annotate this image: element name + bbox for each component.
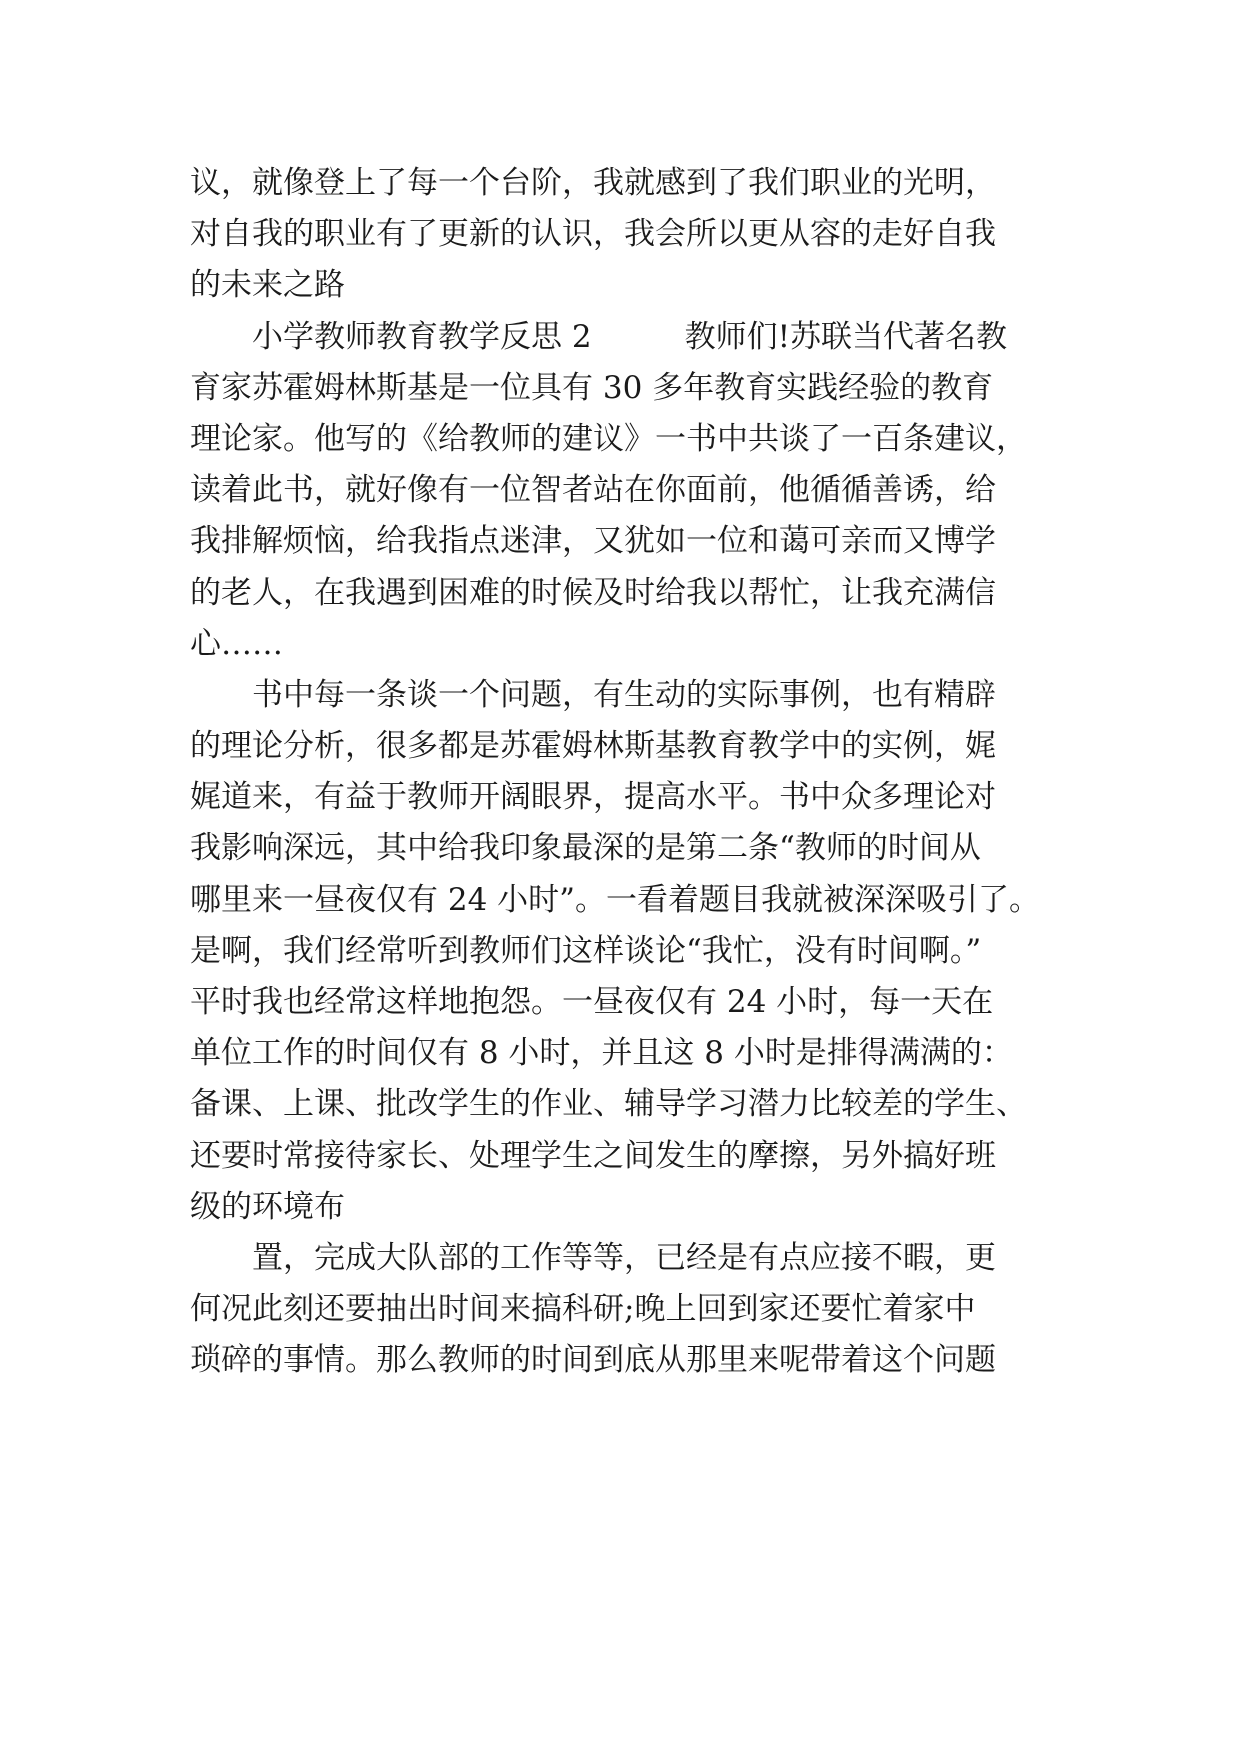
text-line: 平时我也经常这样地抱怨。一昼夜仅有 24 小时，每一天在 (190, 984, 994, 1020)
text-line: 级的环境布 (190, 1188, 345, 1225)
text-line: 我影响深远，其中给我印象最深的是第二条“教师的时间从 (190, 830, 981, 867)
text-line: 何况此刻还要抽出时间来搞科研;晚上回到家还要忙着家中 (190, 1291, 976, 1328)
text-line: 的老人，在我遇到困难的时候及时给我以帮忙，让我充满信 (190, 574, 996, 611)
text-line: 置，完成大队部的工作等等，已经是有点应接不暇，更 (190, 1239, 996, 1276)
text-line: 理论家。他写的《给教师的建议》一书中共谈了一百条建议， (190, 420, 1027, 457)
text-line: 对自我的职业有了更新的认识，我会所以更从容的走好自我 (190, 216, 996, 253)
text-line: 育家苏霍姆林斯基是一位具有 30 多年教育实践经验的教育 (190, 369, 994, 406)
text-line: 还要时常接待家长、处理学生之间发生的摩擦，另外搞好班 (190, 1137, 996, 1174)
text-line: 的理论分析，很多都是苏霍姆林斯基教育教学中的实例，娓 (190, 728, 996, 765)
text-line: 的未来之路 (190, 267, 345, 304)
text-line: 备课、上课、批改学生的作业、辅导学习潜力比较差的学生、 (190, 1086, 1027, 1123)
text-line: 娓道来，有益于教师开阔眼界，提高水平。书中众多理论对 (190, 779, 996, 816)
text-line: 议，就像登上了每一个台阶，我就感到了我们职业的光明， (190, 165, 996, 201)
text-line: 我排解烦恼，给我指点迷津，又犹如一位和蔼可亲而又博学 (190, 523, 996, 560)
text-line: 读着此书，就好像有一位智者站在你面前，他循循善诱，给 (190, 472, 996, 509)
text-line: 书中每一条谈一个问题，有生动的实际事例，也有精辟 (190, 676, 996, 713)
text-line: 单位工作的时间仅有 8 小时，并且这 8 小时是排得满满的： (190, 1035, 1013, 1072)
text-line: 哪里来一昼夜仅有 24 小时”。一看着题目我就被深深吸引了。 (190, 881, 1040, 918)
text-line: 琐碎的事情。那么教师的时间到底从那里来呢带着这个问题 (190, 1342, 996, 1379)
text-line: 小学教师教育教学反思 2 教师们!苏联当代著名教 (190, 318, 1008, 355)
body-text (190, 158, 1060, 1387)
text-line: 心…… (190, 625, 283, 662)
text-line: 是啊，我们经常听到教师们这样谈论“我忙，没有时间啊。” (190, 932, 982, 969)
